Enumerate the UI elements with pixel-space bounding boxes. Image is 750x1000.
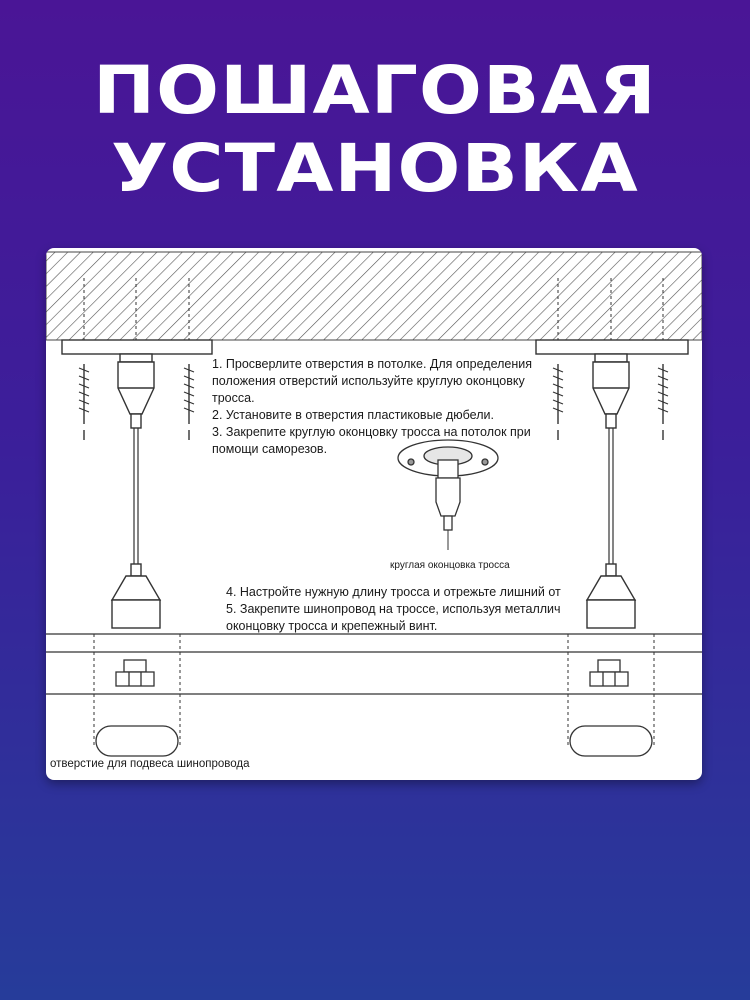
step-3-line-2: помощи саморезов. (212, 442, 328, 456)
step-1-line-2: положения отверстий используйте круглую оконцовку (212, 374, 525, 388)
step-1-line-3: тросса. (212, 391, 255, 405)
right-bolt (590, 660, 628, 686)
title-line-2: УСТАНОВКА (111, 130, 639, 207)
step-2: 2. Установите в отверстия пластиковые дюбели. (212, 408, 494, 422)
right-screw-1 (553, 364, 563, 440)
hole-label: отверстие для подвеса шинопровода (50, 758, 250, 770)
left-slot (96, 726, 178, 756)
title-line-1: ПОШАГОВАЯ (93, 52, 657, 129)
installation-diagram-card (46, 248, 702, 780)
ceiling (46, 252, 702, 340)
right-bottom-fitting (587, 564, 635, 628)
left-screw-1 (79, 364, 89, 440)
left-screw-2 (184, 364, 194, 440)
track (46, 634, 702, 756)
right-slot (570, 726, 652, 756)
page-title (0, 52, 750, 208)
left-bolt (116, 660, 154, 686)
step-5-line-1: 5. Закрепите шинопровод на трoссе, используя металлич (226, 602, 561, 616)
installation-diagram (46, 248, 702, 780)
step-5-line-2: оконцовку тросса и крепежный винт. (226, 619, 438, 633)
left-bottom-fitting (112, 564, 160, 628)
step-1-line-1: 1. Просверлите отверстия в потолке. Для определения (212, 357, 533, 371)
left-top-fitting (118, 354, 154, 428)
round-end-label: круглая оконцовка тросса (390, 560, 510, 571)
right-top-fitting (593, 354, 629, 428)
step-4: 4. Настройте нужную длину тросса и отрежьте лишний от (226, 585, 561, 599)
right-screw-2 (658, 364, 668, 440)
step-3-line-1: 3. Закрепите круглую оконцовку тросса на потолок при (212, 425, 531, 439)
